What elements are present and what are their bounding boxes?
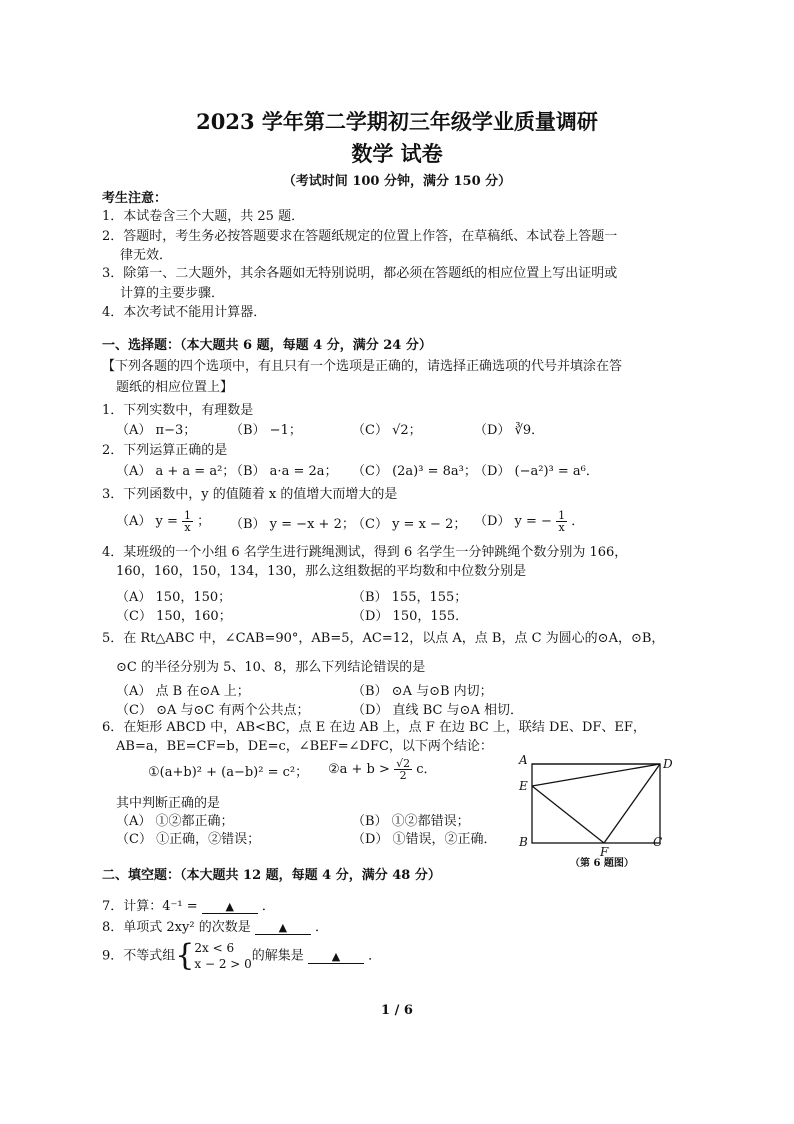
- option-b: （B） 155，155；: [352, 590, 468, 605]
- label-d: D: [663, 757, 673, 771]
- answer-blank: ▲: [308, 951, 364, 964]
- page-subtitle: 数学 试卷: [351, 141, 443, 166]
- label-e: E: [519, 779, 528, 793]
- option-d: （D） 150，155．: [352, 609, 469, 624]
- option-d: （D） (−a²)³ = a⁶．: [474, 464, 599, 479]
- option-d: （D） ①错误，②正确．: [352, 832, 497, 847]
- exam-info: （考试时间 100 分钟，满分 150 分）: [282, 174, 512, 189]
- option-a: （A） 150，150；: [116, 590, 232, 605]
- rectangle-abcd: [532, 764, 660, 843]
- question-stem: 2．下列运算正确的是: [102, 443, 228, 458]
- question-stem-cont: AB=a，BE=CF=b，DE=c，∠BEF=∠DFC，以下两个结论：: [116, 739, 493, 754]
- option-b: （B） ①②都错误；: [352, 814, 470, 829]
- question-stem: 1．下列实数中，有理数是: [102, 403, 254, 418]
- fraction-denominator: x: [558, 521, 565, 534]
- option-c: （C） ①正确，②错误；: [116, 832, 261, 847]
- option-c: （C） (2a)³ = 8a³；: [352, 464, 477, 479]
- section-heading: 二、填空题：（本大题共 12 题，每题 4 分，满分 48 分）: [102, 868, 441, 883]
- segment-df: [604, 764, 660, 843]
- notice-item: 3．除第一、二大题外，其余各题如无特别说明，都必须在答题纸的相应位置上写出证明或: [102, 266, 618, 281]
- fraction-denominator: x: [184, 521, 191, 534]
- question-stem: 5．在 Rt△ABC 中，∠CAB=90°，AB=5，AC=12，以点 A，点 B，点 C 为圆心的⊙A，⊙B，: [102, 631, 665, 646]
- conclusion-1: ①(a+b)² + (a−b)² = c²；: [148, 765, 309, 780]
- judge-prompt: 其中判断正确的是: [116, 796, 221, 811]
- question-7: 7．计算：4⁻¹ = ▲ ．: [102, 899, 275, 914]
- notice-item: 律无效．: [120, 248, 173, 263]
- section-heading: 一、选择题：（本大题共 6 题，每题 4 分，满分 24 分）: [102, 338, 432, 353]
- question-9: 9．不等式组{ 2x < 6 x − 2 > 0 的解集是 ▲ ．: [102, 938, 382, 973]
- question-8: 8．单项式 2xy² 的次数是 ▲ ．: [102, 920, 328, 935]
- option-d: （D） ∛9．: [474, 423, 545, 438]
- segment-de: [532, 764, 660, 786]
- fraction-denominator: 2: [399, 769, 407, 782]
- option-b: （B） ⊙A 与⊙B 内切；: [352, 684, 493, 699]
- label-c: C: [653, 835, 663, 849]
- fraction-numerator: 1: [184, 509, 192, 522]
- question-stem: 3．下列函数中，y 的值随着 x 的值增大而增大的是: [102, 487, 398, 502]
- notice-item: 1．本试卷含三个大题，共 25 题．: [102, 209, 305, 224]
- q6-figure: [508, 748, 688, 868]
- brace-icon: {: [175, 938, 195, 973]
- answer-blank: ▲: [202, 901, 258, 914]
- option-a: （A） ①②都正确；: [116, 814, 234, 829]
- question-stem: 6．在矩形 ABCD 中，AB<BC，点 E 在边 AB 上，点 F 在边 BC 上，联结 DE、DF、EF，: [102, 720, 646, 735]
- page-title: 2023 学年第二学期初三年级学业质量调研: [196, 109, 598, 134]
- conclusion-2: ②a + b > $\frac{√2}{2}$ c．: [328, 757, 437, 782]
- section-instruction: 【下列各题的四个选项中，有且只有一个选项是正确的，请选择正确选项的代号并填涂在答: [102, 359, 623, 374]
- option-d: （D） y = − $\frac{1}{x}$ ．: [474, 509, 585, 534]
- label-a: A: [519, 753, 528, 767]
- section-instruction: 题纸的相应位置上】: [116, 380, 234, 395]
- fraction-numerator: √2: [396, 757, 411, 770]
- option-c: （C） 150，160；: [116, 609, 232, 624]
- option-b: （B） y = −x + 2；: [230, 517, 355, 532]
- option-a: （A） a + a = a²；: [116, 464, 236, 479]
- notice-item: 2．答题时，考生务必按答题要求在答题纸规定的位置上作答，在草稿纸、本试卷上答题一: [102, 229, 618, 244]
- notice-heading: 考生注意：: [102, 191, 168, 206]
- figure-caption: （第 6 题图）: [570, 858, 634, 868]
- option-c: （C） √2；: [352, 423, 422, 438]
- option-a: （A） y = $\frac{1}{x}$ ；: [116, 509, 211, 534]
- fraction-numerator: 1: [558, 509, 566, 522]
- question-stem: 4．某班级的一个小组 6 名学生进行跳绳测试，得到 6 名学生一分钟跳绳个数分别为 166，: [102, 545, 628, 560]
- notice-item: 计算的主要步骤．: [120, 286, 225, 301]
- option-b: （B） a·a = 2a；: [230, 464, 338, 479]
- label-b: B: [519, 835, 528, 849]
- notice-item: 4．本次考试不能用计算器．: [102, 305, 267, 320]
- option-a: （A） 点 B 在⊙A 上；: [116, 684, 250, 699]
- inequality-system: 2x < 6 x − 2 > 0: [194, 941, 252, 971]
- option-b: （B） −1；: [230, 423, 302, 438]
- option-a: （A） π−3；: [116, 423, 197, 438]
- segment-ef: [532, 786, 604, 843]
- question-stem-cont: 160，160，150，134，130，那么这组数据的平均数和中位数分别是: [116, 564, 527, 579]
- page-number: 1 / 6: [381, 1003, 413, 1018]
- option-c: （C） y = x − 2；: [352, 517, 467, 532]
- option-d: （D） 直线 BC 与⊙A 相切．: [352, 703, 523, 718]
- question-stem-cont: ⊙C 的半径分别为 5、10、8，那么下列结论错误的是: [116, 660, 426, 675]
- label-f: F: [600, 845, 609, 859]
- option-c: （C） ⊙A 与⊙C 有两个公共点；: [116, 703, 310, 718]
- answer-blank: ▲: [255, 922, 311, 935]
